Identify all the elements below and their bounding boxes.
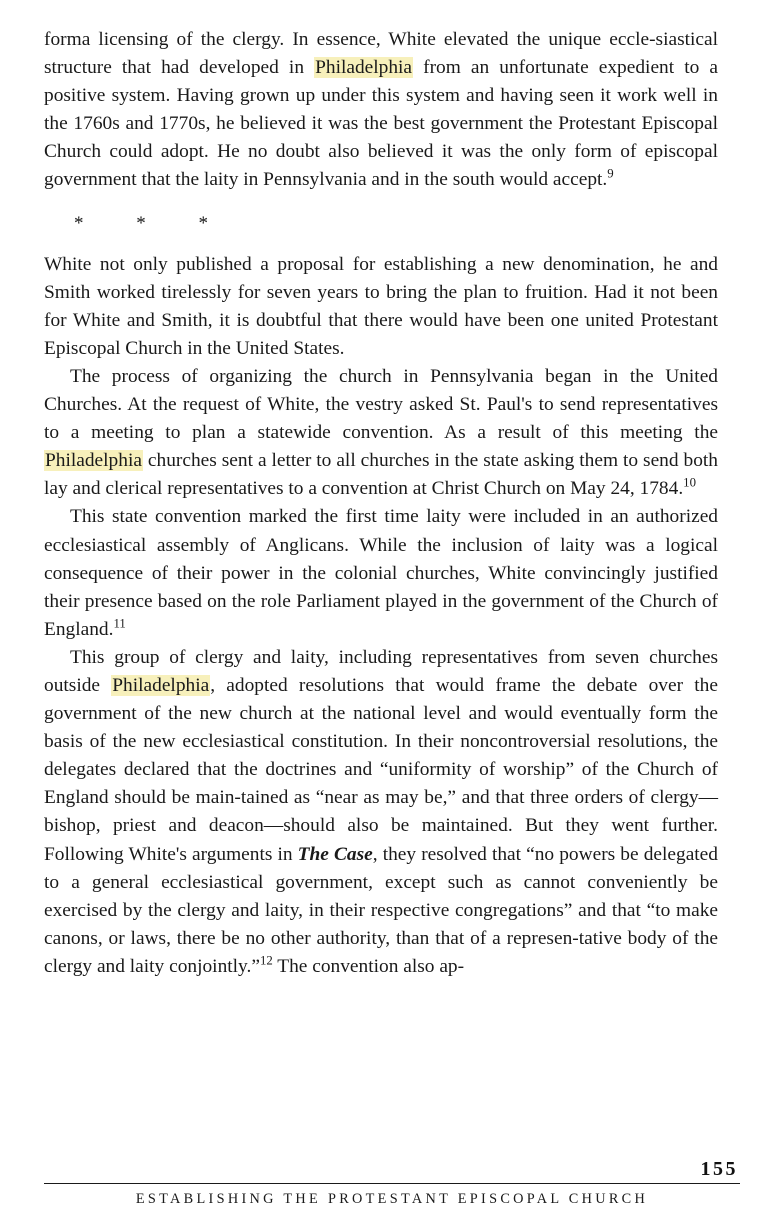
footnote-marker-10: 10: [683, 475, 696, 490]
highlight-philadelphia-1: Philadelphia: [315, 57, 413, 79]
paragraph-4-text: This state convention marked the first time laity were included in an authorized ecclesiastical assembly of Anglicans. While the inclusion of laity was a logical consequence of their power in the colonial churches, White convincingly justified their presence based on the role Parliament played in the government of the Church of England.: [44, 506, 718, 640]
page-number: 155: [700, 1158, 738, 1180]
paragraph-1-text-before-highlight: forma licensing of the clergy. In essence, White elevated the unique eccle-siastical structure that had developed in: [44, 29, 718, 79]
highlight-philadelphia-3: Philadelphia: [112, 674, 210, 696]
paragraph-5-text-after-highlight: , adopted resolutions that would frame the debate over the government of the new church at the national level and would eventually form the basis of the new ecclesiastical constitution. In their noncontroversial resolutions, the delegates declared that the doctrines and “uniformity of worship” of the Church of England should be main-tained as “near as may be,” and that three orders of clergy—bishop, priest and deacon—should also be maintained. But they went further. Following White's arguments in: [44, 674, 718, 865]
footnote-marker-11: 11: [113, 616, 126, 631]
paragraph-2: White not only published a proposal for establishing a new denomination, he and Smith worked tirelessly for seven years to bring the plan to fruition. Had it not been for White and Smith, it is doubtful that there would have been one united Protestant Episcopal Church in the United States.: [44, 253, 718, 359]
page-body: [44, 26, 718, 981]
paragraph-5-text-before-highlight: This group of clergy and laity, including representatives from seven churches outside: [44, 646, 718, 696]
paragraph-3-text-before-highlight: The process of organizing the church in Pennsylvania began in the United Churches. At the request of White, the vestry asked St. Paul's to send representatives to a meeting to plan a statewide convention. As a result of this meeting the: [44, 365, 718, 444]
section-break-ornament: * * *: [74, 212, 232, 234]
paragraph-4: [44, 503, 718, 643]
footnote-marker-9: 9: [607, 167, 614, 181]
paragraph-1: [44, 26, 718, 195]
paragraph-5-text-continued: , they resolved that “no powers be delegated to a general ecclesiastical government, except such as cannot conveniently be exercised by the clergy and laity, in their respective congregations” and that “to make canons, or laws, there be no other authority, than that of a represen-tative body of the clergy and laity conjointly.”: [44, 843, 718, 977]
highlight-philadelphia-2: Philadelphia: [45, 450, 142, 472]
paragraph-3-text-after-highlight: churches sent a letter to all churches in the state asking them to send both lay and clerical representatives to a convention at Christ Church on May 24, 1784.: [44, 450, 718, 500]
paragraph-5: [44, 644, 718, 981]
book-title-the-case: The Case: [297, 843, 373, 865]
running-head: ESTABLISHING THE PROTESTANT EPISCOPAL CHURCH: [135, 1191, 649, 1207]
paragraph-3: [44, 363, 718, 503]
paragraph-5-text-end: The convention also ap-: [272, 955, 465, 977]
footer-divider: [44, 1183, 740, 1184]
footnote-marker-12: 12: [259, 953, 273, 968]
page-footer: [44, 1158, 740, 1208]
paragraph-1-text-after-highlight: from an unfortunate expedient to a positive system. Having grown up under this system and having seen it work well in the 1760s and 1770s, he believed it was the best government the Protestant Episcopal Church could adopt. He no doubt also believed it was the only form of episcopal government that the laity in Pennsylvania and in the south would accept.: [44, 57, 718, 191]
